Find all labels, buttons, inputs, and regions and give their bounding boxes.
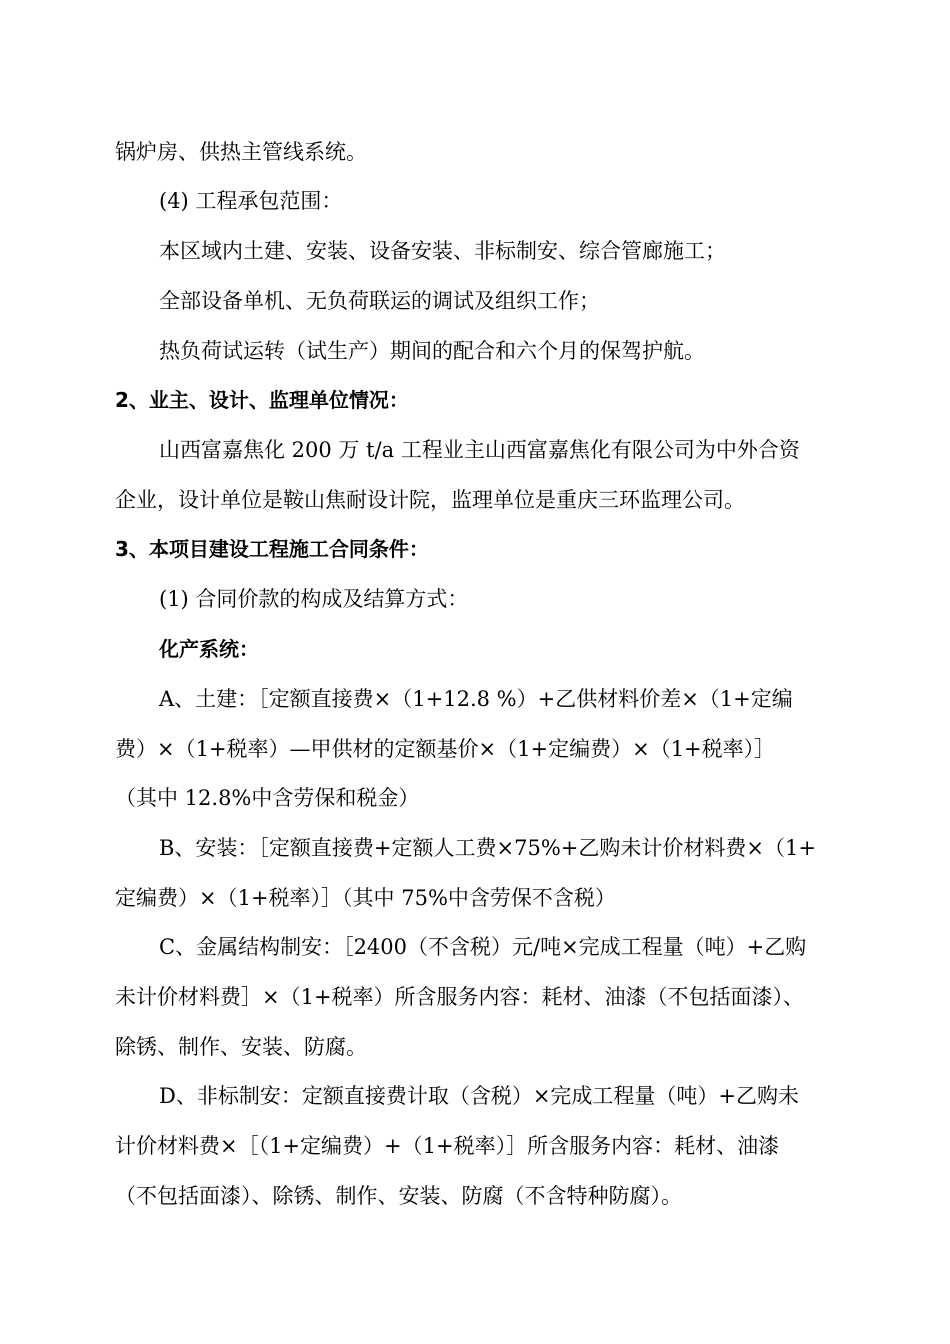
text-line: 计价材料费×［（1+定编费）+（1+税率）］所含服务内容：耗材、油漆 — [115, 1134, 780, 1158]
section-heading: (4) 工程承包范围： — [159, 189, 343, 213]
text-line: B、安装：［定额直接费+定额人工费×75%+乙购未计价材料费×（1+ — [159, 836, 816, 860]
text-line: 除锈、制作、安装、防腐。 — [115, 1035, 367, 1059]
text-line: 本区域内土建、安装、设备安装、非标制安、综合管廊施工； — [159, 239, 726, 263]
text-line: D、非标制安：定额直接费计取（含税）×完成工程量（吨）+乙购未 — [159, 1084, 800, 1108]
text-line: 全部设备单机、无负荷联运的调试及组织工作； — [159, 289, 600, 313]
text-line: （其中 12.8%中含劳保和税金） — [115, 786, 420, 810]
text-line: 定编费）×（1+税率）］（其中 75%中含劳保不含税） — [115, 886, 616, 910]
text-line: 热负荷试运转（试生产）期间的配合和六个月的保驾护航。 — [159, 339, 705, 363]
text-line: C、金属结构制安：［2400（不含税）元/吨×完成工程量（吨）+乙购 — [159, 935, 807, 959]
text-line: A、土建：［定额直接费×（1+12.8 %）+乙供材料价差×（1+定编 — [159, 687, 793, 711]
text-line: （不包括面漆）、除锈、制作、安装、防腐（不含特种防腐）。 — [115, 1184, 682, 1208]
section-heading: 2、业主、设计、监理单位情况： — [115, 388, 409, 412]
section-heading: 3、本项目建设工程施工合同条件： — [115, 537, 429, 561]
text-line: 锅炉房、供热主管线系统。 — [115, 140, 367, 164]
text-line: (1) 合同价款的构成及结算方式： — [159, 587, 469, 611]
text-line: 费）×（1+税率）—甲供材的定额基价×（1+定编费）×（1+税率）］ — [115, 737, 776, 761]
text-line: 未计价材料费］×（1+税率）所含服务内容：耗材、油漆（不包括面漆）、 — [115, 985, 805, 1009]
text-line: 企业，设计单位是鞍山焦耐设计院，监理单位是重庆三环监理公司。 — [115, 488, 745, 512]
subsection-heading: 化产系统： — [159, 637, 259, 661]
text-line: 山西富嘉焦化 200 万 t/a 工程业主山西富嘉焦化有限公司为中外合资 — [159, 438, 800, 462]
